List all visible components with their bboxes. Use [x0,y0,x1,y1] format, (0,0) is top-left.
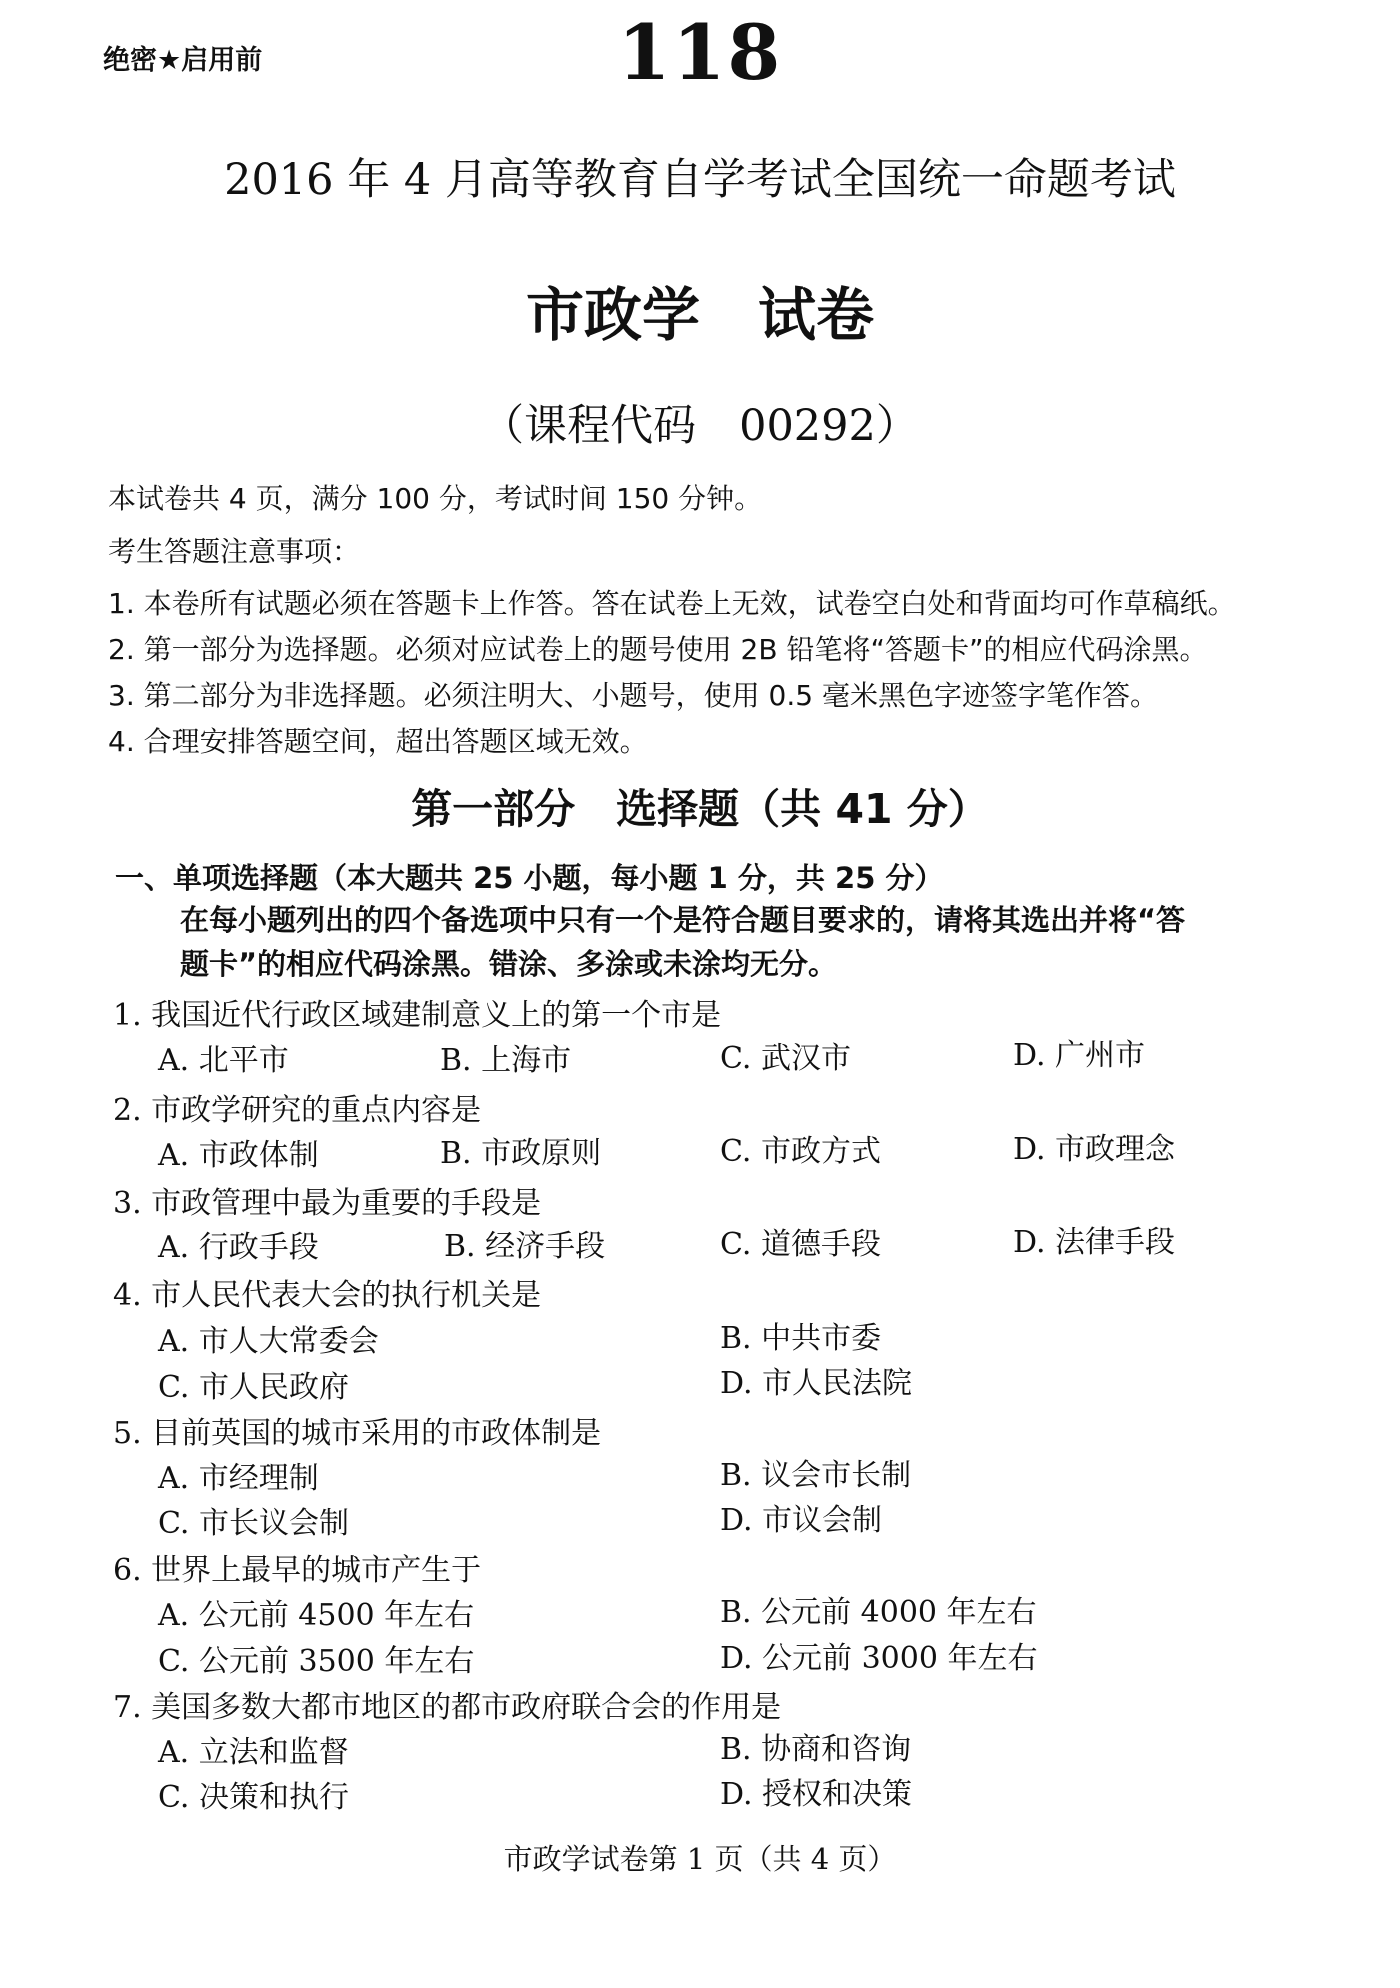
option-c: C. 市人民政府 [158,1370,349,1405]
option-a: A. 市经理制 [158,1461,319,1496]
option-d: D. 市人民法院 [720,1366,913,1401]
notice-title: 考生答题注意事项： [108,535,361,568]
option-c: C. 决策和执行 [158,1780,349,1815]
section-instruction: 题卡”的相应代码涂黑。错涂、多涂或未涂均无分。 [180,947,838,981]
option-c: C. 公元前 3500 年左右 [158,1644,475,1679]
question-stem: 2. 市政学研究的重点内容是 [113,1093,482,1128]
option-b: B. 市政原则 [440,1136,602,1171]
option-c: C. 武汉市 [720,1041,851,1076]
question-stem: 6. 世界上最早的城市产生于 [113,1553,482,1588]
section-heading: 一、单项选择题（本大题共 25 小题，每小题 1 分，共 25 分） [115,861,944,895]
notice-item: 1. 本卷所有试题必须在答题卡上作答。答在试卷上无效，试卷空白处和背面均可作草稿纸。 [108,587,1236,620]
notice-item: 3. 第二部分为非选择题。必须注明大、小题号，使用 0.5 毫米黑色字迹签字笔作答。 [108,679,1158,712]
question-stem: 4. 市人民代表大会的执行机关是 [113,1278,542,1313]
option-d: D. 授权和决策 [720,1777,913,1812]
option-c: C. 市长议会制 [158,1506,349,1541]
option-c: C. 市政方式 [720,1134,881,1169]
paper-code-number: 118 [617,8,783,97]
option-b: B. 协商和咨询 [720,1732,912,1767]
question-stem: 3. 市政管理中最为重要的手段是 [113,1186,542,1221]
paper-title: 市政学 试卷 [525,281,874,349]
page-footer: 市政学试卷第 1 页（共 4 页） [503,1842,897,1876]
notice-item: 2. 第一部分为选择题。必须对应试卷上的题号使用 2B 铅笔将“答题卡”的相应代码涂黑。 [108,633,1208,666]
secret-label: 绝密★启用前 [103,45,263,76]
option-a: A. 市政体制 [158,1138,319,1173]
part-one-title: 第一部分 选择题（共 41 分） [411,785,989,833]
option-b: B. 中共市委 [720,1321,882,1356]
option-b: B. 经济手段 [444,1229,606,1264]
course-code: （课程代码 00292） [481,401,919,451]
option-b: B. 议会市长制 [720,1458,912,1493]
option-d: D. 市议会制 [720,1503,883,1538]
question-stem: 5. 目前英国的城市采用的市政体制是 [113,1416,602,1451]
option-b: B. 公元前 4000 年左右 [720,1595,1037,1630]
option-a: A. 市人大常委会 [158,1324,379,1359]
option-d: D. 公元前 3000 年左右 [720,1641,1038,1676]
exam-summary: 本试卷共 4 页，满分 100 分，考试时间 150 分钟。 [108,482,763,515]
question-stem: 1. 我国近代行政区域建制意义上的第一个市是 [113,998,722,1033]
option-d: D. 广州市 [1013,1038,1146,1073]
notice-item: 4. 合理安排答题空间，超出答题区域无效。 [108,725,648,758]
exam-title: 2016 年 4 月高等教育自学考试全国统一命题考试 [224,155,1176,205]
option-c: C. 道德手段 [720,1227,881,1262]
option-a: A. 行政手段 [158,1230,319,1265]
option-a: A. 立法和监督 [158,1735,349,1770]
option-d: D. 法律手段 [1013,1225,1176,1260]
option-a: A. 公元前 4500 年左右 [158,1598,475,1633]
question-stem: 7. 美国多数大都市地区的都市政府联合会的作用是 [113,1690,782,1725]
option-b: B. 上海市 [440,1043,572,1078]
option-a: A. 北平市 [158,1043,289,1078]
option-d: D. 市政理念 [1013,1132,1176,1167]
section-instruction: 在每小题列出的四个备选项中只有一个是符合题目要求的，请将其选出并将“答 [180,903,1186,937]
